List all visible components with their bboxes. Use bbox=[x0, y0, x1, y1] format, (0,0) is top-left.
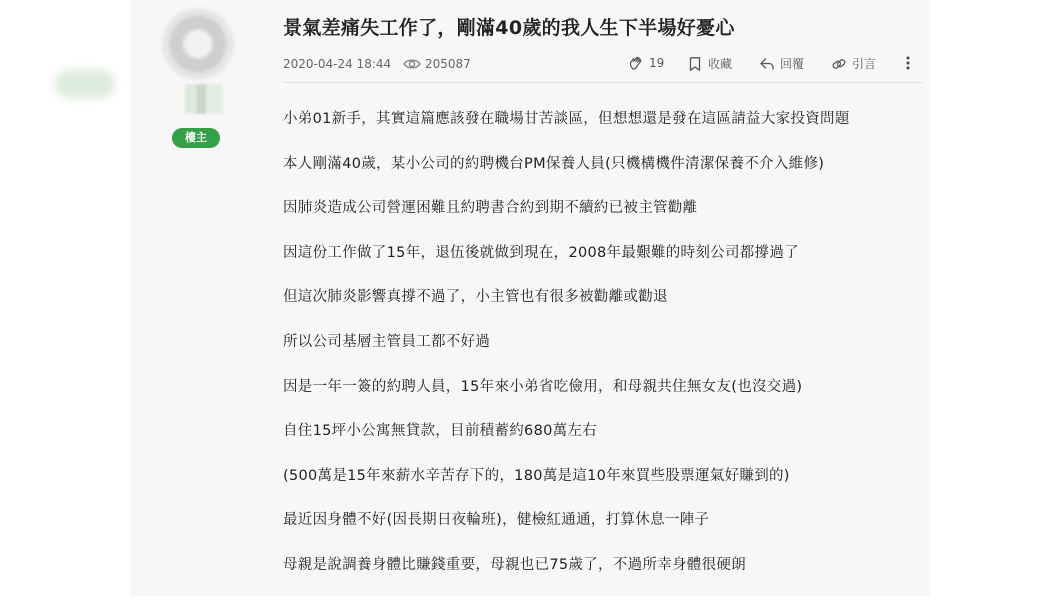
like-count: 19 bbox=[649, 56, 665, 70]
post-line: 因肺炎造成公司營運困難且約聘書合約到期不續約已被主管勸離 bbox=[283, 200, 698, 217]
op-badge: 樓主 bbox=[172, 128, 220, 148]
post-line: 母親是說調養身體比賺錢重要，母親也已75歲了，不過所幸身體很硬朗 bbox=[283, 556, 747, 573]
post-date: 2020-04-24 18:44 bbox=[283, 57, 392, 71]
post-meta bbox=[283, 53, 923, 77]
views-count: 205087 bbox=[425, 57, 471, 71]
more-button[interactable] bbox=[900, 55, 916, 71]
avatar[interactable] bbox=[162, 8, 234, 80]
post-body bbox=[283, 110, 923, 601]
more-vertical-icon bbox=[900, 55, 916, 71]
reply-arrow-icon bbox=[759, 56, 775, 72]
author-name-blurred[interactable] bbox=[185, 84, 223, 114]
post-line: 小弟01新手，其實這篇應該發在職場甘苦談區，但想想還是發在這區請益大家投資問題 bbox=[283, 111, 850, 127]
collect-button[interactable] bbox=[687, 55, 732, 72]
clap-hand-icon bbox=[628, 55, 644, 71]
reply-button[interactable] bbox=[759, 55, 804, 72]
blurred-element bbox=[55, 70, 115, 98]
quote-label: 引言 bbox=[852, 57, 877, 71]
like-button[interactable] bbox=[628, 55, 664, 71]
post-line: 因是一年一簽的約聘人員，15年來小弟省吃儉用，和母親共住無女友(也沒交過) bbox=[283, 378, 803, 395]
quote-button[interactable] bbox=[831, 55, 876, 72]
post-title: 景氣差痛失工作了，剛滿40歲的我人生下半場好憂心 bbox=[283, 17, 735, 39]
eye-icon bbox=[403, 57, 421, 71]
post-line: 因這份工作做了15年，退伍後就做到現在，2008年最艱難的時刻公司都撐過了 bbox=[283, 244, 799, 261]
post-line: 但這次肺炎影響真撐不過了，小主管也有很多被勸離或勸退 bbox=[283, 289, 668, 306]
reply-label: 回覆 bbox=[780, 57, 805, 71]
post-views bbox=[403, 57, 471, 71]
post-line: 所以公司基層主管員工都不好過 bbox=[283, 333, 491, 350]
post-line: (500萬是15年來薪水辛苦存下的，180萬是這10年來買些股票運氣好賺到的) bbox=[283, 467, 790, 484]
quote-link-icon bbox=[831, 56, 847, 72]
post-line: 本人剛滿40歲，某小公司的約聘機台PM保養人員(只機構機件清潔保養不介入維修) bbox=[283, 155, 825, 172]
post-line: 最近因身體不好(因長期日夜輪班)，健檢紅通通，打算休息一陣子 bbox=[283, 512, 710, 529]
post-line: 自住15坪小公寓無貸款，目前積蓄約680萬左右 bbox=[283, 423, 598, 440]
header-divider bbox=[283, 82, 923, 83]
collect-label: 收藏 bbox=[708, 57, 733, 71]
bookmark-icon bbox=[687, 56, 703, 72]
